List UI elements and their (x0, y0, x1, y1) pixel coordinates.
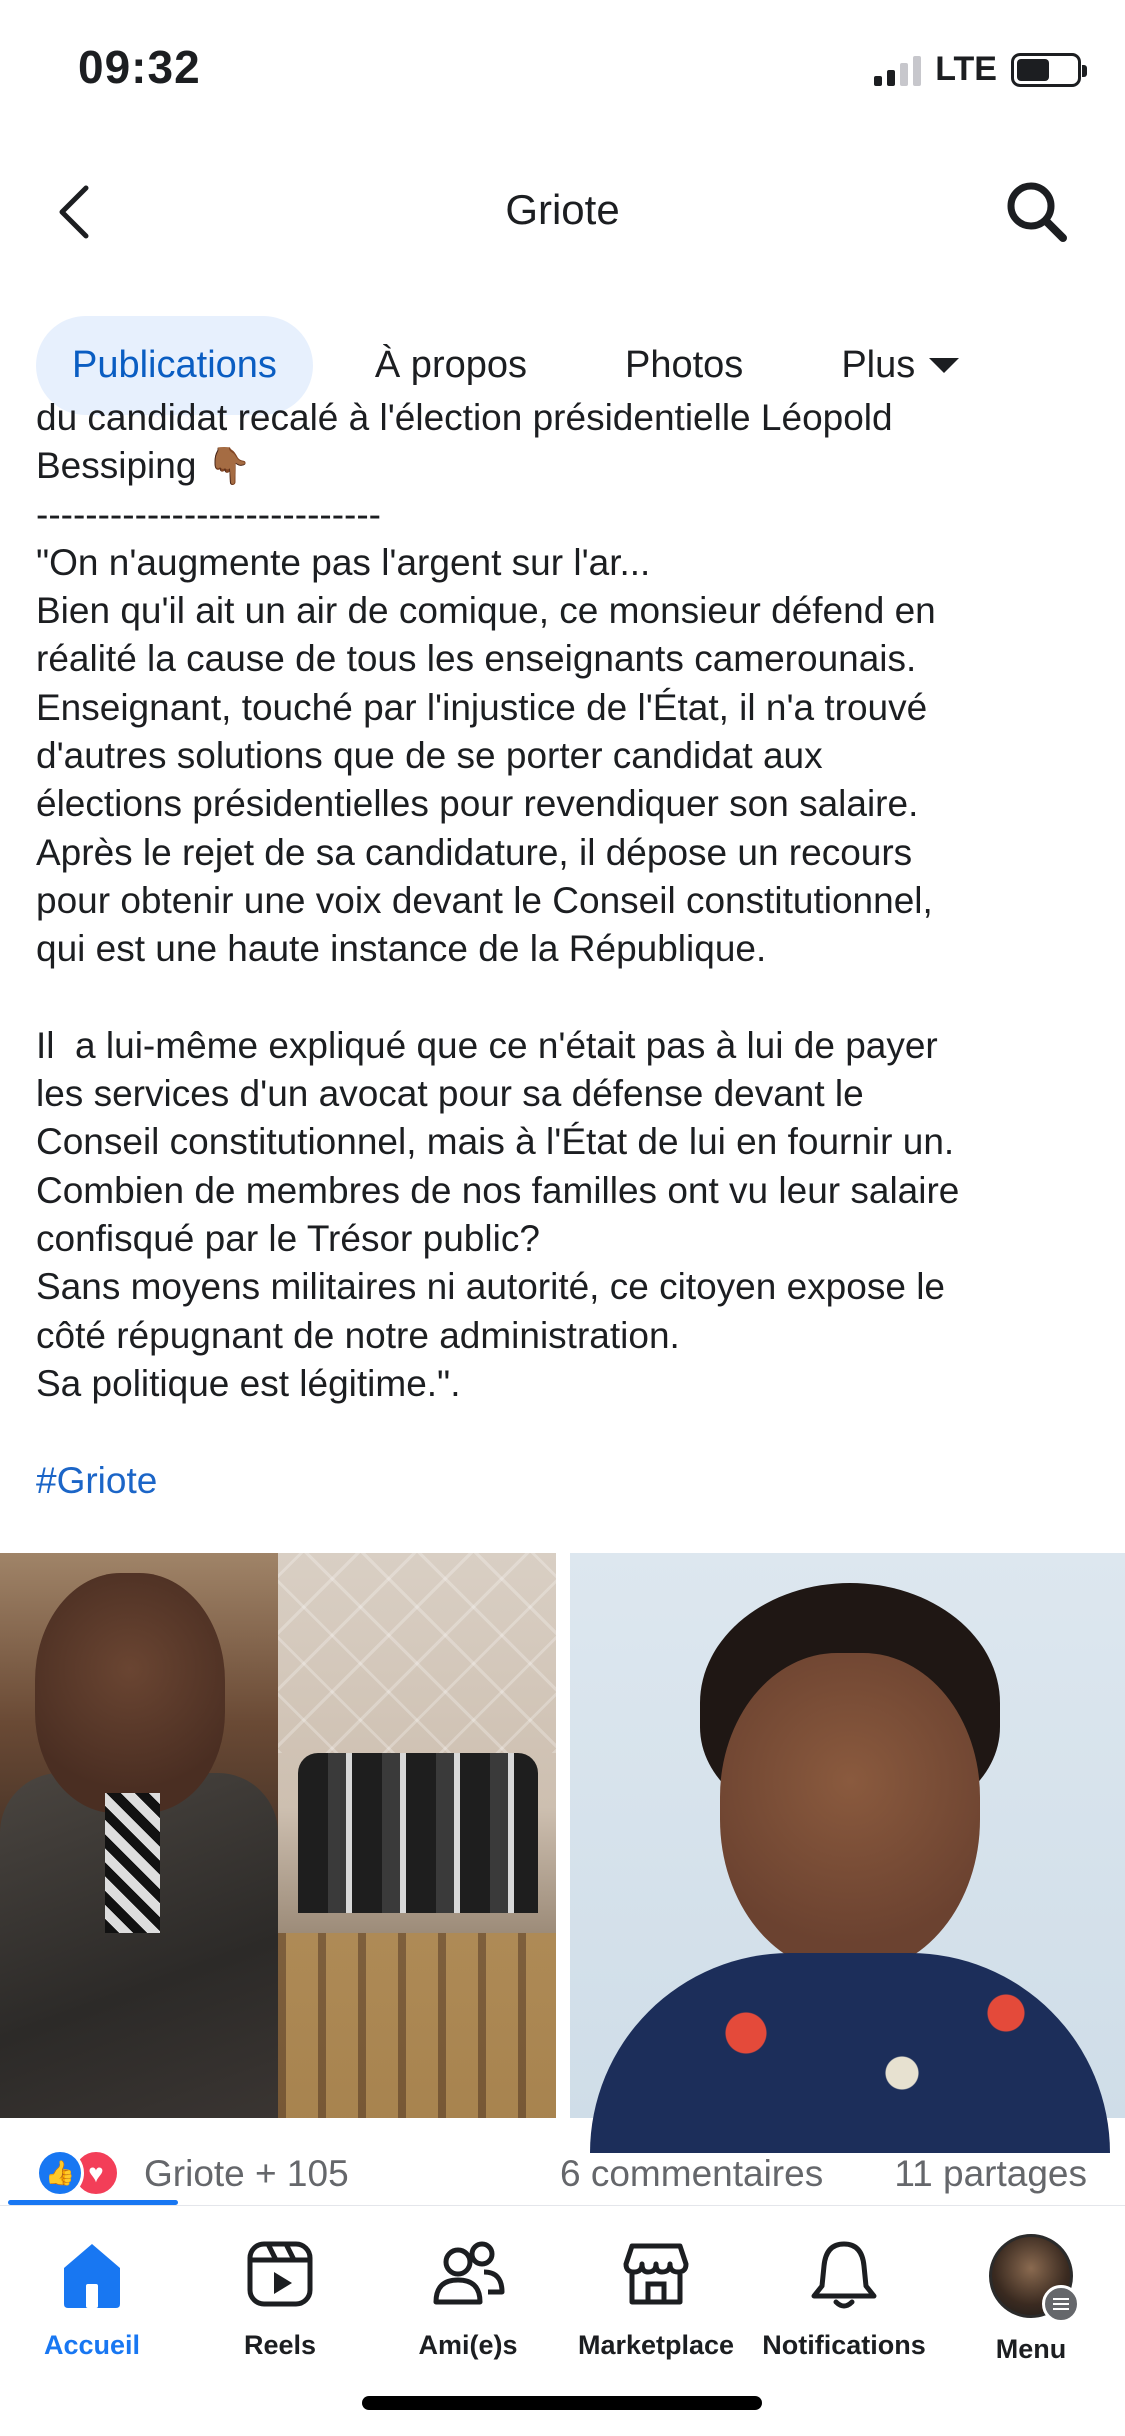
reaction-icons[interactable] (36, 2149, 116, 2199)
tab-plus-label: Plus (841, 343, 916, 386)
post-line: Il a lui-même expliqué que ce n'était pas à lui de payer (36, 1024, 938, 1066)
post-line: ---------------------------- (36, 493, 381, 535)
man-portrait (0, 1553, 278, 2118)
post-line: Combien de membres de nos familles ont vu leur salaire (36, 1169, 960, 1211)
paragraph-gap (36, 1408, 1096, 1456)
post-line: confisqué par le Trésor public? (36, 1218, 540, 1260)
post-line: "On n'augmente pas l'argent sur l'ar... (36, 541, 651, 583)
post-line: côté répugnant de notre administration. (36, 1314, 680, 1356)
home-icon (52, 2234, 132, 2314)
status-bar (0, 0, 1125, 140)
like-icon: 👍 (36, 2149, 84, 2197)
nav-menu[interactable] (941, 2234, 1121, 2365)
page-header (0, 150, 1125, 270)
reactions-summary[interactable]: Griote + 105 (144, 2153, 349, 2194)
signal-icon (874, 54, 921, 86)
post-line (36, 442, 1096, 490)
bell-icon (804, 2234, 884, 2314)
post-line: pour obtenir une voix devant le Conseil constitutionnel, (36, 879, 933, 921)
network-label: LTE (935, 50, 997, 88)
post-line: d'autres solutions que de se porter candidat aux (36, 735, 823, 777)
post-line: les services d'un avocat pour sa défense devant le (36, 1073, 864, 1115)
tab-publications[interactable]: Publications (36, 316, 313, 415)
post-line: Sans moyens militaires ni autorité, ce citoyen expose le (36, 1266, 945, 1308)
nav-label: Marketplace (577, 2330, 735, 2360)
marketplace-icon (616, 2234, 696, 2314)
nav-label: Menu (995, 2334, 1067, 2364)
post-line: Bien qu'il ait un air de comique, ce monsieur défend en (36, 590, 936, 632)
nav-marketplace[interactable] (566, 2234, 746, 2361)
status-icons (874, 50, 1081, 89)
nav-notifications[interactable] (754, 2234, 934, 2361)
post-line: Conseil constitutionnel, mais à l'État de lui en fournir un. (36, 1121, 955, 1163)
nav-reels[interactable] (190, 2234, 370, 2361)
post-line: réalité la cause de tous les enseignants camerounais. (36, 638, 917, 680)
post-line: du candidat recalé à l'élection présidentielle Léopold (36, 397, 893, 438)
nav-label: Ami(e)s (418, 2330, 518, 2360)
tab-a-propos[interactable]: À propos (374, 343, 527, 386)
search-icon[interactable] (1001, 176, 1073, 248)
post-body (36, 397, 1096, 1520)
nav-label: Accueil (43, 2330, 141, 2360)
post-photos (0, 1553, 1125, 2118)
pointing-down-emoji-icon: 👇🏾 (206, 445, 252, 487)
woman-portrait-photo[interactable] (570, 1553, 1125, 2118)
tab-indicator (8, 2200, 178, 2205)
courtroom-photo (278, 1553, 556, 2118)
menu-badge-icon (1042, 2285, 1080, 2323)
hashtag-link[interactable]: #Griote (36, 1459, 158, 1501)
post-line: qui est une haute instance de la République. (36, 928, 767, 970)
post-line: Enseignant, touché par l'injustice de l'État, il n'a trouvé (36, 686, 928, 728)
home-indicator[interactable] (362, 2396, 762, 2410)
avatar (989, 2234, 1073, 2318)
page-title: Griote (505, 186, 620, 233)
post-line-text: Bessiping (36, 445, 197, 487)
caret-down-icon (929, 358, 959, 373)
comments-count[interactable]: 6 commentaires (560, 2153, 824, 2194)
post-line: Après le rejet de sa candidature, il dépose un recours (36, 831, 913, 873)
paragraph-gap (36, 974, 1096, 1022)
status-time: 09:32 (78, 41, 201, 93)
nav-label: Notifications (762, 2330, 926, 2360)
reactions-bar (0, 2145, 1125, 2205)
nav-label: Reels (243, 2330, 317, 2360)
love-icon: ♥ (72, 2149, 120, 2197)
nav-accueil[interactable] (2, 2234, 182, 2361)
friends-icon (428, 2234, 508, 2314)
nav-amis[interactable] (378, 2234, 558, 2361)
tab-photos[interactable]: Photos (625, 343, 744, 386)
post-line: Sa politique est légitime.". (36, 1362, 461, 1404)
post-line: élections présidentielles pour revendiquer son salaire. (36, 783, 919, 825)
shares-count[interactable]: 11 partages (894, 2153, 1087, 2194)
reels-icon (240, 2234, 320, 2314)
battery-icon (1011, 53, 1081, 87)
photo-collage[interactable] (0, 1553, 556, 2118)
